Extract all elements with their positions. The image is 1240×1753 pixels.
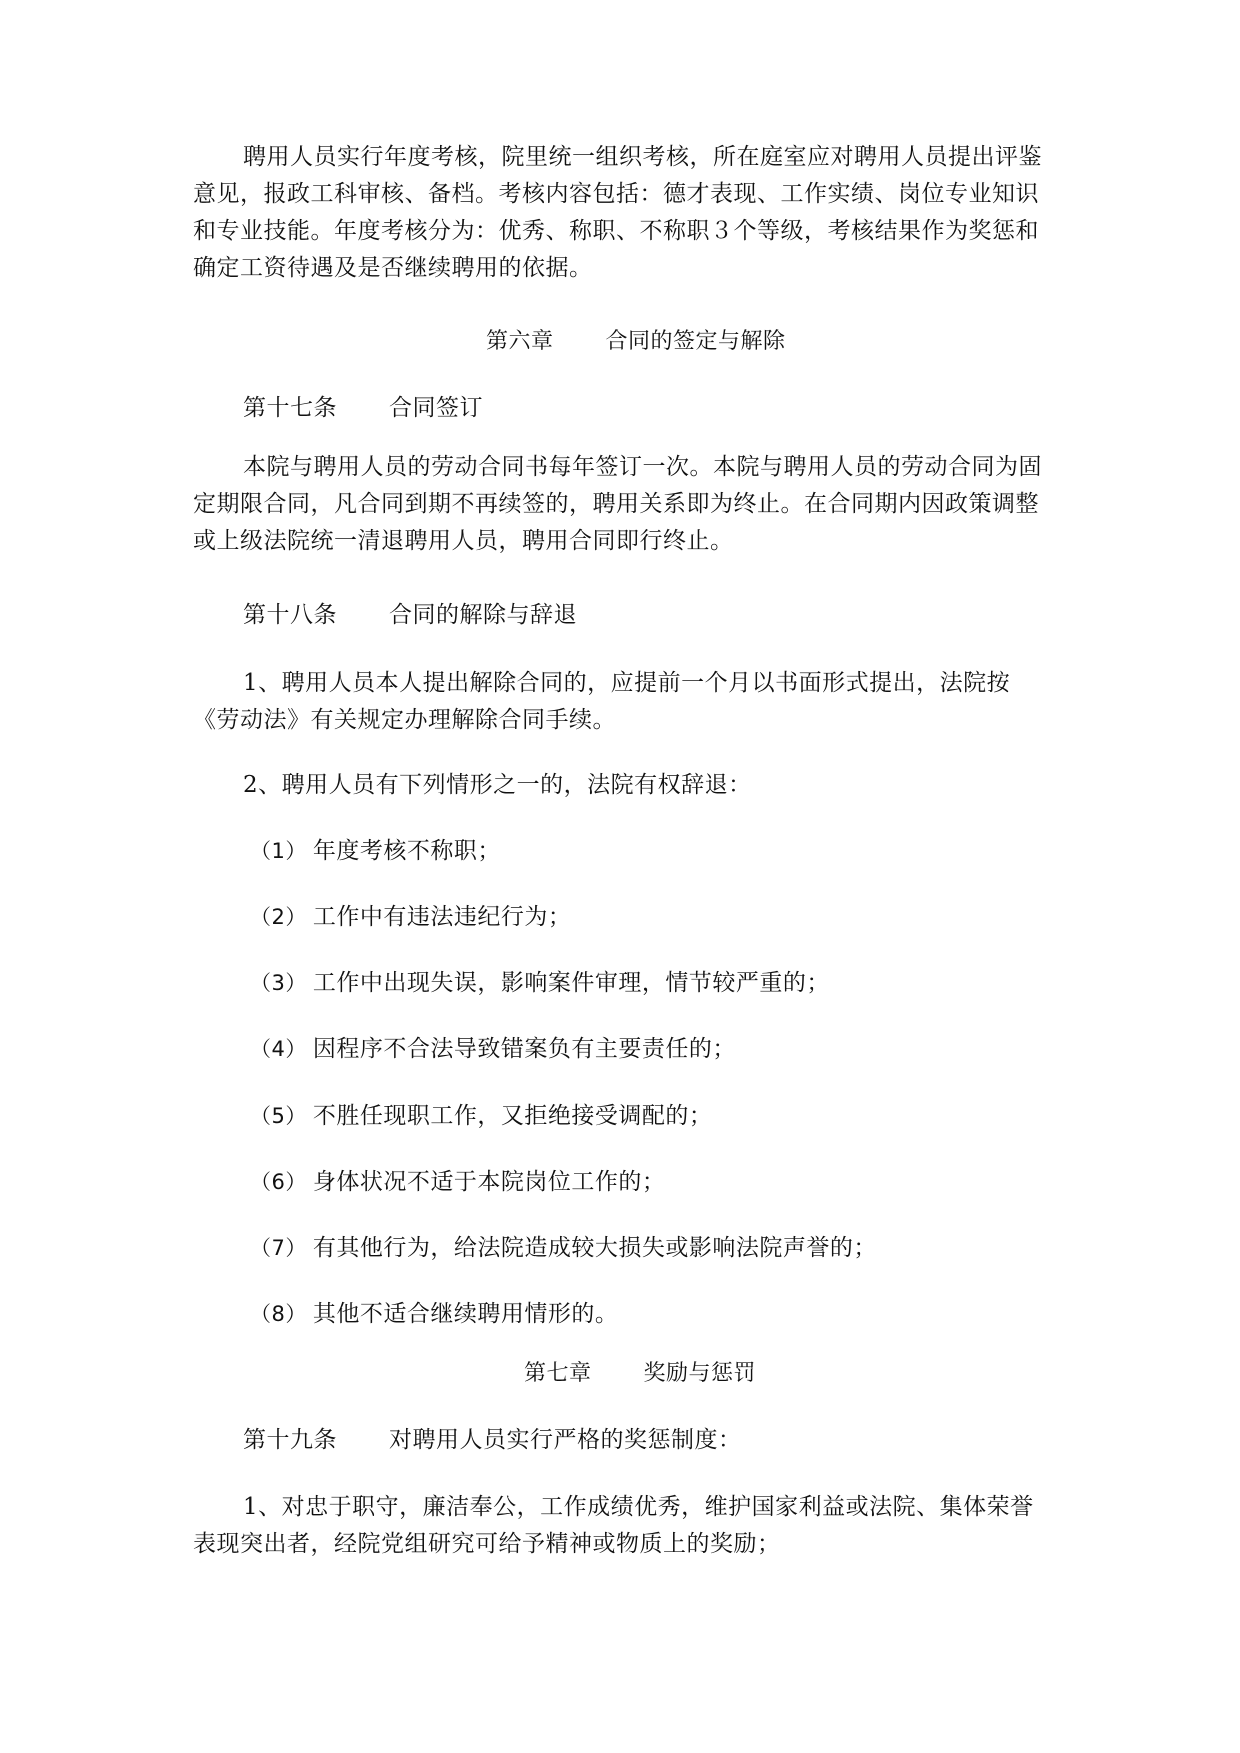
list-item — [250, 1167, 665, 1197]
article-title: 合同签订 — [389, 395, 483, 421]
list-item-number: （5） — [250, 1104, 307, 1128]
list-item-text: 其他不适合继续聘用情形的。 — [312, 1301, 619, 1327]
paragraph-assessment: 聘用人员实行年度考核，院里统一组织考核，所在庭室应对聘用人员提出评鉴意见，报政工科审核、备档。考核内容包括：德才表现、工作实绩、岗位专业知识和专业技能。年度考核分为：优秀、称职、不称职３个等级，考核结果作为奖惩和确定工资待遇及是否继续聘用的依据。 — [193, 144, 1042, 281]
list-item — [250, 1233, 877, 1263]
paragraph-contract-signing: 本院与聘用人员的劳动合同书每年签订一次。本院与聘用人员的劳动合同为固定期限合同，凡合同到期不再续签的，聘用关系即为终止。在合同期内因政策调整或上级法院统一清退聘用人员，聘用合同即行终止。 — [193, 454, 1042, 554]
list-item-text: 工作中出现失误，影响案件审理，情节较严重的； — [312, 970, 830, 996]
list-item — [250, 836, 501, 866]
paragraph-dismissal-intro: 2、聘用人员有下列情形之一的，法院有权辞退： — [243, 772, 752, 798]
paragraph-rewards: 1、对忠于职守，廉洁奉公，工作成绩优秀，维护国家利益或法院、集体荣誉表现突出者，经院党组研究可给予精神或物质上的奖励； — [193, 1494, 1034, 1557]
chapter-number: 第六章 — [486, 329, 554, 354]
article-number: 第十八条 — [243, 602, 337, 628]
article-18-heading — [243, 600, 577, 630]
article-number: 第十九条 — [243, 1427, 337, 1453]
list-item-text: 工作中有违法违纪行为； — [312, 904, 572, 930]
chapter-title: 奖励与惩罚 — [643, 1361, 757, 1386]
list-item-number: （8） — [250, 1302, 307, 1326]
list-item-number: （4） — [250, 1037, 307, 1061]
list-item-text: 年度考核不称职； — [312, 838, 501, 864]
list-item — [250, 1299, 618, 1329]
chapter-seven-heading — [524, 1359, 756, 1389]
list-item — [250, 968, 830, 998]
list-item-number: （2） — [250, 905, 307, 929]
list-item-text: 身体状况不适于本院岗位工作的； — [312, 1169, 666, 1195]
list-item — [250, 1101, 712, 1131]
list-item — [250, 1034, 736, 1064]
list-item-text: 因程序不合法导致错案负有主要责任的； — [312, 1036, 736, 1062]
list-item — [250, 902, 571, 932]
article-19-heading — [243, 1425, 742, 1455]
chapter-number: 第七章 — [524, 1361, 592, 1386]
article-title: 对聘用人员实行严格的奖惩制度： — [389, 1427, 742, 1453]
chapter-six-heading — [486, 327, 786, 357]
list-item-number: （7） — [250, 1236, 307, 1260]
article-number: 第十七条 — [243, 395, 337, 421]
paragraph-resignation: 1、聘用人员本人提出解除合同的，应提前一个月以书面形式提出，法院按《劳动法》有关规定办理解除合同手续。 — [193, 670, 1011, 733]
list-item-number: （1） — [250, 839, 307, 863]
list-item-number: （6） — [250, 1170, 307, 1194]
article-17-heading — [243, 393, 483, 423]
list-item-number: （3） — [250, 971, 307, 995]
chapter-title: 合同的签定与解除 — [605, 329, 786, 354]
list-item-text: 不胜任现职工作，又拒绝接受调配的； — [312, 1103, 713, 1129]
list-item-text: 有其他行为，给法院造成较大损失或影响法院声誉的； — [312, 1235, 877, 1261]
article-title: 合同的解除与辞退 — [389, 602, 577, 628]
